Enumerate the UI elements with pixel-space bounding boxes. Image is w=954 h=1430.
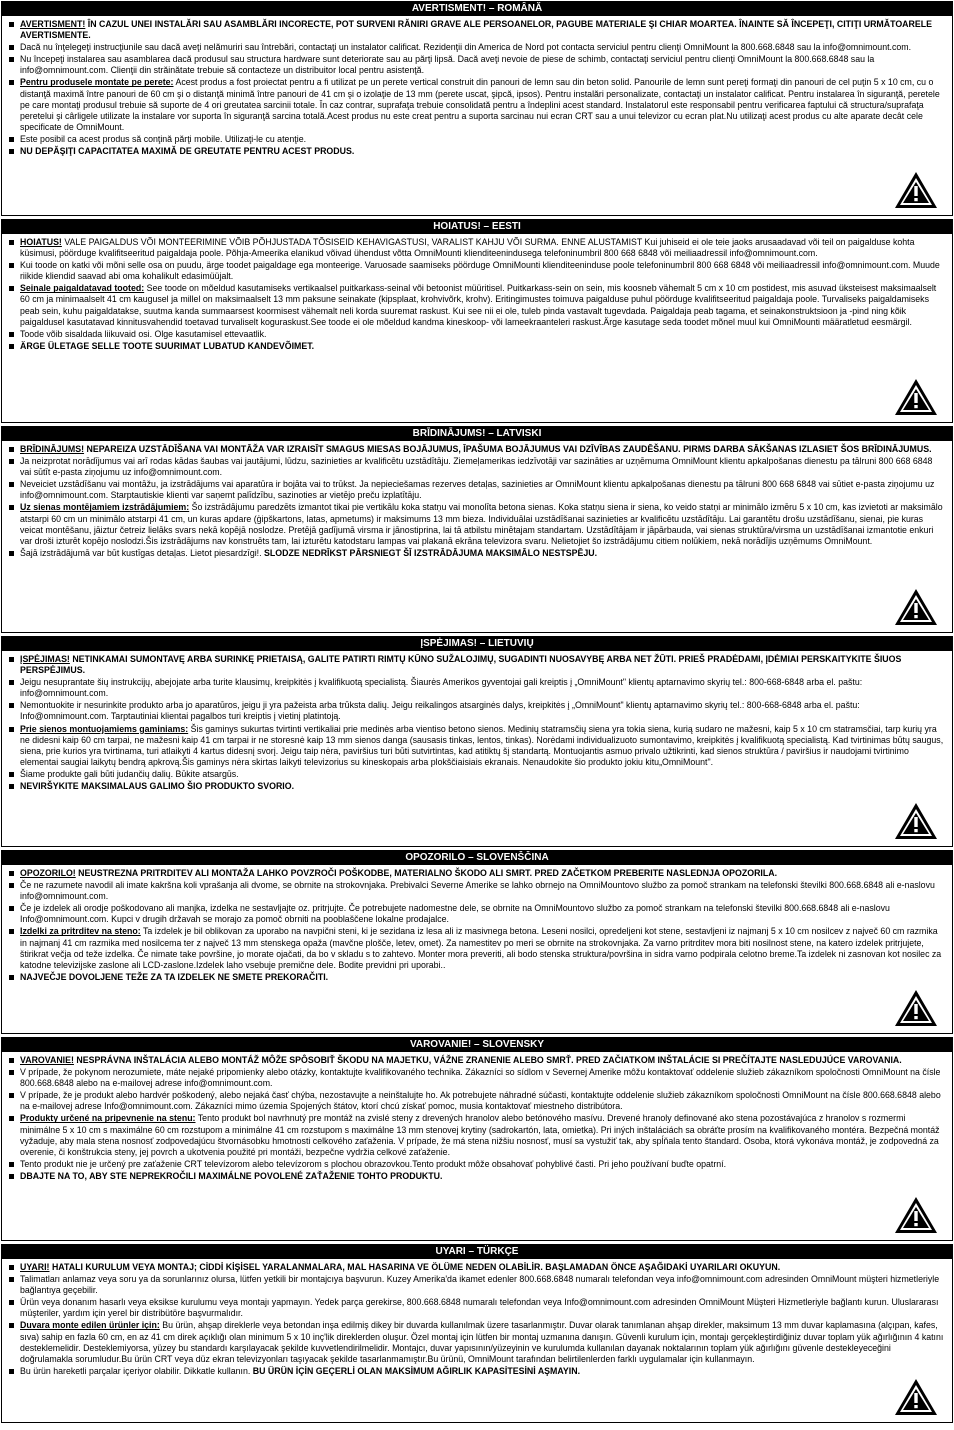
item-text: Nu începeţi instalarea sau asamblarea dacă produsul sau structura hardware sunt deteriorate sau au părţi lipsă. Dacă aveţi nevoie de piese de schimb, contactaţi serviciul pentru clienţi OmniMount la 800.668.6848 sau la info@omnimount.com. Clienţii din străinătate trebuie să contacteze un distribuitor local pentru asistenţă. bbox=[20, 54, 875, 76]
item-text: Acest produs a fost proiectat pentru a fi utilizat pe un perete vertical construit din panouri de lemn sau din beton solid. Panourile de lemn sunt pereţi formaţi din panouri de cel puţin 5 x 10 cm, cu o distanţă maximă între panouri de 60 cm şi o distanţă minimă între panouri de 41 cm şi o izolaţie de 13 mm (perete uscat, şipcă, ipsos). Pentru instalări personalizate, contactaţi un instalator calificat. Pentru instalarea în siguranţă, peretele pe care montaţi produsul trebuie să suporte de 4 ori greutatea sarcinii totale. În caz contrar, suprafaţa trebuie consolidată pentru a îndeplini acest standard. Instalatorul este responsabil pentru verificarea faptului că structura/suprafaţa peretelui şi cârligele utilizate la instalare vor suporta în siguranţă sarcina totală.Acest produs nu este creat pentru a suporta sarcinau nui ecran CRT sau a unui televizor cu ecran plat.Nu utilizaţi acest produs cu alte aparate decât cele specificate de OmniMount. bbox=[20, 77, 940, 132]
item-text: NETINKAMAI SUMONTAVĘ ARBA SURINKĘ PRIETAISĄ, GALITE PATIRTI RIMTŲ KŪNO SUŽALOJIMŲ, SUGADINTI NUOSAVYBĘ ARBA NET ŽŪTI. PRIEŠ PRADĖDAMI, ĮDĖMIAI PERSKAITYKITE ŠIUOS PERSPĖJIMUS. bbox=[20, 654, 902, 676]
warning-item bbox=[7, 54, 944, 76]
item-lead: Seinale paigaldatavad tooted: bbox=[20, 283, 145, 294]
section-body bbox=[2, 441, 952, 562]
warning-item bbox=[7, 283, 944, 327]
language-section-1 bbox=[1, 219, 953, 423]
item-text: Če ne razumete navodil ali imate kakršna koli vprašanja ali dvome, se obrnite na strokovnjaka. Prebivalci Severne Amerike se lahko obrnejo na OmniMountovo službo za pomoč strankam na telefonski številki 800.668.6848 ali e-naslovu info@omnimount.com. bbox=[20, 880, 935, 902]
warning-item bbox=[7, 1297, 944, 1319]
language-section-3 bbox=[1, 636, 953, 847]
section-title: UYARI – TÜRKÇE bbox=[2, 1245, 952, 1259]
warning-item bbox=[7, 769, 944, 780]
item-text: Šis gaminys sukurtas tvirtinti vertikaliai prie medinės arba vientiso betono sienos. Medinių statramsčių siena yra tokia siena, kurią sudaro ne mažesni, kaip 5 x 10 cm statramsčiai, tarp kurių yra ne didesni kaip 60 cm tarpai, ne mažesni kaip 41 cm tarpai ir ne storesnė kaip 13 mm sienos danga (sausasis tinkas, lentos, tinkas). Norėdami individualizuoto sumontavimo, kreipkitės į kvalifikuotą specialistą. Kad tvirtinimas būtų saugus, siena, prie kurios yra tvirtinama, turi atlaikyti 4 kartus didesnį svorį. Jeigu taip nėra, paviršius turi būti sutvirtintas, kad atitiktų šį standartą. Montuojantis asmuo privalo užtikrinti, kad sienos struktūra / paviršius ir naudojami tvirtinimo elementai saugiai laikytų bendrą apkrovą.Šis gaminys nėra skirtas laikyti televizorius su kineskopais arba plokščiaisiais ekranais. Nenaudokite šio produkto jokiu kitu„OmniMount". bbox=[20, 723, 944, 767]
section-body bbox=[2, 1259, 952, 1380]
warning-triangle-icon bbox=[894, 1378, 938, 1416]
item-text: See toode on mõeldud kasutamiseks vertikaalsel puitkarkass-seinal või betoonist müüritisel. Puitkarkass-sein on sein, mis koosneb vähemalt 5 cm x 10 cm postidest, mis asuvad üksteisest maksimaalselt 60 cm ja minimaalselt 41 cm kaugusel ja millel on maksimaalselt 13 mm paksune seinakate (kipsplaat, krohvivõrk, krohv). Eritingimustes toimuva paigalduse puhul pöörduge kvalifitseeritud paigaldaja poole. Turvaliseks paigaldamiseks peab sein, kuhu paigaldatakse, suutma kanda summaarsest koormisest vähemalt neli korda suuremat raskust. Kui see nii ei ole, tuleb pinda vastavalt tugevdada. Paigaldaja peab tagama, et seinakonstruktsioon ja -pind ning kõik paigaldusel kasutatavad kinnitusvahendid toetavad turvaliselt koguraskust.See toode ei ole mõeldud kandma kineskoop- või lameekraanteleri raskust.Ärge kasutage seda toodet mõnel muul kui OmniMounti määratletud eesmärgil. bbox=[20, 283, 937, 327]
warning-item bbox=[7, 868, 944, 879]
warning-item bbox=[7, 1274, 944, 1296]
item-text: Neveiciet uzstādīšanu vai montāžu, ja izstrādājums vai aparatūra ir bojāta vai to trūkst. Ja nepieciešamas rezerves detaļas, sazinieties ar OmniMount klientu apkalpošanas dienestu pa tālruni 800 668 6848 vai sūtiet e-pasta ziņojumu uz info@omnimount.com. Starptautiskie klienti var saņemt palīdzību, sazinoties ar vietējo preču izplatītāju. bbox=[20, 479, 935, 501]
warning-item bbox=[7, 260, 944, 282]
item-text: Toode võib sisaldada liikuvaid osi. Olge kasutamisel ettevaatlik. bbox=[20, 328, 267, 339]
language-section-6 bbox=[1, 1244, 953, 1423]
item-text: Bu ürün hareketli parçalar içeriyor olabilir. Dikkatle kullanın. bbox=[20, 1365, 251, 1376]
item-lead: Uz sienas montējamiem izstrādājumiem: bbox=[20, 502, 190, 513]
language-section-0 bbox=[1, 1, 953, 216]
warning-item bbox=[7, 456, 944, 478]
item-text: ÎN CAZUL UNEI INSTALĂRI SAU ASAMBLĂRI INCORECTE, POT SURVENI RĂNIRI GRAVE ALE PERSOANELOR, PAGUBE MATERIALE ŞI CHIAR MOARTEA. ÎNAINTE SĂ ÎNCEPEŢI, CITIŢI URMĂTOARELE AVERTISMENTE. bbox=[20, 19, 932, 41]
item-text: Jeigu nesuprantate šių instrukcijų, abejojate arba turite klausimų, kreipkitės į kvalifikuotą specialistą. Šiaurės Amerikos gyventojai gali kreiptis į „OmniMount" klientų aptarnavimo skyrių tel.: 800-668-6848 arba el. paštu: info@omnimount.com. bbox=[20, 677, 863, 699]
item-lead: Izdelki za pritrditev na steno: bbox=[20, 926, 141, 937]
item-text: ÄRGE ÜLETAGE SELLE TOOTE SUURIMAT LUBATUD KANDEVÕIMET. bbox=[20, 340, 315, 351]
warning-item bbox=[7, 77, 944, 132]
section-body bbox=[2, 1052, 952, 1185]
warning-item bbox=[7, 880, 944, 902]
warning-item bbox=[7, 1262, 944, 1273]
warning-triangle-icon bbox=[894, 802, 938, 840]
item-lead: BRĪDINĀJUMS! bbox=[20, 444, 85, 454]
warning-item bbox=[7, 1159, 944, 1170]
item-lead: Prie sienos montuojamiems gaminiams: bbox=[20, 723, 189, 734]
language-section-2 bbox=[1, 426, 953, 633]
item-text: Če je izdelek ali orodje poškodovano ali manjka, izdelka ne sestavljajte oz. pritrjujte. Če potrebujete nadomestne dele, se obrnite na OmniMountovo službo za pomoč strankam na telefonski številki 800.668.6848 ali e-naslovu Info@omnimount.com. Kupci v drugih državah se morajo za pomoč obrniti na pooblaščene lokalne prodajalce. bbox=[20, 903, 890, 925]
item-text: Ürün veya donanım hasarlı veya eksikse kurulumu veya montajı yapmayın. Yedek parça gerekirse, 800.668.6848 numaralı telefondan veya Info@omnimount.com adresinden OmniMount Müşteri Hizmetleriyle bağlantı kurun. Uluslararası müşteriler, yardım için yerel bir distribütöre başvurmalıdır. bbox=[20, 1297, 939, 1319]
warning-item bbox=[7, 134, 944, 145]
item-text: Ta izdelek je bil oblikovan za uporabo na navpični steni, ki je sezidana iz lesa ali iz masivnega betona. Leseni nosilci, opredeljeni kot stene, sestavljeni iz najmanj 5 x 10 cm nosilcev z največ 60 cm razmika in najmanj 41 cm razmika med nosilcema ter z največ 13 mm stenskega opaža (mavčne plošče, letev, omet). Za namestitev po meri se obrnite na strokovnjaka. Za varno pritrditev mora biti nosilnost stene, na katero izdelek pritrjujete, štirikrat večja od teže izdelka. Če nimate take površine, jo morate ojačati, da bo v skladu s to zahtevo. Monter mora preveriti, ali bodo stenska struktura/površina in sidra varno podpirala celotno breme.Ta izdelek ni zasnovan kot nosilec za katodne televizijske zaslone ali LCD-zaslone.Izdelek laho vsebuje premične dele. Bodite previdni pri uporabi.. bbox=[20, 926, 942, 970]
item-lead: VAROVANIE! bbox=[20, 1055, 74, 1065]
item-text: V prípade, že je produkt alebo hardvér poškodený, alebo nejaká časť chýba, nezostavujte a neinštalujte ho. Ak potrebujete náhradné súčasti, kontaktujte oddelenie služieb zákazníkom spoločnosti OmniMount na čísle 800.668.6848 alebo na e-mailovej adrese Info@omnimount.com. Zákazníci mimo územia Spojených štátov, ktorí chcú získať pomoc, musia kontaktovať miestneho distribútora. bbox=[20, 1090, 941, 1112]
item-lead: HOIATUS! bbox=[20, 237, 62, 247]
section-title: AVERTISMENT! – ROMÂNĂ bbox=[2, 2, 952, 16]
section-body bbox=[2, 651, 952, 795]
warning-item bbox=[7, 341, 944, 352]
item-lead: ĮSPĖJIMAS! bbox=[20, 654, 70, 664]
warning-item bbox=[7, 1171, 944, 1182]
warning-item bbox=[7, 677, 944, 699]
item-text: NU DEPĂŞIŢI CAPACITATEA MAXIMĂ DE GREUTATE PENTRU ACEST PRODUS. bbox=[20, 146, 355, 157]
warning-item bbox=[7, 444, 944, 455]
warning-item bbox=[7, 903, 944, 925]
warning-item bbox=[7, 548, 944, 559]
item-text: NEPAREIZA UZSTĀDĪŠANA VAI MONTĀŽA VAR IZRAISĪT SMAGUS MIESAS BOJĀJUMUS, ĪPAŠUMA BOJĀJUMUS VAI DZĪVĪBAS ZAUDĒŠANU. PIRMS DARBA SĀKŠANAS IZLASIET ŠOS BRĪDINĀJUMUS. bbox=[84, 444, 932, 454]
warning-item bbox=[7, 1320, 944, 1364]
warning-triangle-icon bbox=[894, 171, 938, 209]
item-lead: Produkty určené na pripevnenie na stenu: bbox=[20, 1113, 196, 1124]
warning-item bbox=[7, 724, 944, 768]
item-text: Ja neizprotat norādījumus vai arī rodas kādas šaubas vai jautājumi, lūdzu, sazinieties ar kvalificētu uzstādītāju. Ziemeļamerikas iedzīvotāji var sazināties ar uzņēmuma OmniMount klientu apkalpošanas dienestu pa tālruni 800 668 6848 vai sūtīt e-pasta ziņojumu uz info@omnimount.com. bbox=[20, 456, 933, 478]
warning-item bbox=[7, 479, 944, 501]
language-section-5 bbox=[1, 1037, 953, 1241]
item-text: NAJVEČJE DOVOLJENE TEŽE ZA TA IZDELEK NE SMETE PREKORAČITI. bbox=[20, 971, 329, 982]
warning-item bbox=[7, 19, 944, 41]
warning-item bbox=[7, 926, 944, 970]
item-lead: Duvara monte edilen ürünler için: bbox=[20, 1320, 160, 1331]
warning-item bbox=[7, 502, 944, 546]
item-text: Tento produkt bol navrhnutý pre montáž na zvislé steny z drevených hranolov alebo betónového masívu. Drevené hranoly definované ako stena pozostávajúca z hranolov s rozmermi minimálne 5 x 10 cm s maximálne 60 cm rozstupom a minimálne 41 cm rozstupom s maximálne 13 mm stenovej krytiny (sadrokartón, lata, omietka). Pri iných inštaláciách sa obráťte prosím na kvalifikovaného montéra. Bezpečná montáž vyžaduje, aby mala stena nosnosť zodpovedajúcu štvornásobku hmotnosti celkového zaťaženia. V prípade, že má stena nižšiu nosnosť, musí sa vystužiť tak, aby spĺňala tento štandard. Osoba, ktorá vykonáva montáž, je zodpovedná za overenie, či konštrukcia steny, jej povrch a ukotvenia použité pri montáži, bezpečne vydržia celkové zaťaženie. bbox=[20, 1113, 940, 1157]
section-title: VAROVANIE! – SLOVENSKY bbox=[2, 1038, 952, 1052]
warning-item bbox=[7, 237, 944, 259]
item-bold-tail: SLODZE NEDRĪKST PĀRSNIEGT ŠĪ IZSTRĀDĀJUMA MAKSIMĀLO NESTSPĒJU. bbox=[261, 547, 598, 558]
item-lead: AVERTISMENT! bbox=[20, 19, 86, 29]
section-body bbox=[2, 16, 952, 160]
item-text: V prípade, že pokynom nerozumiete, máte nejaké pripomienky alebo otázky, kontaktujte kvalifikovaného technika. Zákazníci so sídlom v Severnej Amerike môžu kontaktovať oddelenie služieb zákazníkom spoločnosti OmniMount na čísle 800.668.6848 alebo na e-mailovej adrese info@omnimount.com. bbox=[20, 1067, 941, 1089]
item-text: Dacă nu înţelegeţi instrucţiunile sau dacă aveţi nelămuriri sau întrebări, contactaţi un instalator calificat. Rezidenţii din America de Nord pot contacta serviciul pentru clienţi OmniMount la 800.668.6848 sau la info@omnimount.com. bbox=[20, 42, 912, 53]
item-text: Kui toode on katki või mõni selle osa on puudu, ärge toodet paigaldage ega monteerige. Varuosade saamiseks pöörduge OmniMounti klienditeeninduse poole telefoninumbril 800 668 6848 või meiliaadressil info@omnimount.com. Muude riikide kliendid saavad abi oma kohalikult edasimüüjalt. bbox=[20, 260, 940, 282]
warning-item bbox=[7, 1113, 944, 1157]
item-text: Este posibil ca acest produs să conţină părţi mobile. Utilizaţi-le cu atenţie. bbox=[20, 133, 307, 144]
item-lead: UYARI! bbox=[20, 1262, 50, 1272]
warning-item bbox=[7, 1055, 944, 1066]
item-text: Talimatları anlamaz veya soru ya da sorunlarınız olursa, lütfen yetkili bir montajcıya başvurun. Kuzey Amerika'da ikamet edenler 800.668.6848 numaralı telefondan veya info@omnimount.com adresinden OmniMount müşteri hizmetleriyle bağlantıya geçebilir. bbox=[20, 1274, 940, 1296]
item-text: Šajā izstrādājumā var būt kustīgas detaļas. Lietot piesardzīgi!. bbox=[20, 547, 262, 558]
section-body bbox=[2, 234, 952, 355]
warning-triangle-icon bbox=[894, 378, 938, 416]
item-text: Bu ürün, ahşap direklerle veya betondan inşa edilmiş dikey bir duvarda kullanılmak üzere tasarlanmıştır. Duvar olarak tanımlanan ahşap direkler, maksimum 13 mm duvar kaplamasına (alçıpan, kafes, sıva) sahip en fazla 60 cm, en az 41 cm direk açıklığı olan minimum 5 x 10 inç'lik direklerden oluşur. Özel montaj için lütfen bir montaj uzmanına danışın. Güvenli kurulum için, montajı gerçekleştirdiğiniz duvar toplam yük ağırlığının 4 katını desteklemelidir. Desteklemiyorsa, yüzey bu standardı karşılayacak şekilde kuvvetlendirilmelidir. Montajcı, duvar yapısının/yüzeyinin ve kurulumda kullanılan dayanak noktalarının toplam yük ağırlığını güvenle destekleyeceğini doğrulamakla sorumludur.Bu ürün CRT veya düz ekran televizyonları taşıyacak şekilde tasarlanmamıştır.Bu ürünü, OmniMount tarafından belirtilenlerden farklı uygulamalar için kullanmayın. bbox=[20, 1320, 944, 1364]
warning-item bbox=[7, 781, 944, 792]
warning-item bbox=[7, 700, 944, 722]
warning-triangle-icon bbox=[894, 989, 938, 1027]
item-text: DBAJTE NA TO, ABY STE NEPREKROČILI MAXIMÁLNE POVOLENÉ ZAŤAŽENIE TOHTO PRODUKTU. bbox=[20, 1170, 443, 1181]
section-title: OPOZORILO – SLOVENŠČINA bbox=[2, 851, 952, 865]
section-title: ĮSPĖJIMAS! – LIETUVIŲ bbox=[2, 637, 952, 651]
warning-item bbox=[7, 654, 944, 676]
item-text: VALE PAIGALDUS VÕI MONTEERIMINE VÕIB PÕHJUSTADA TÕSISEID KEHAVIGASTUSI, VARALIST KAHJU VÕI SURMA. ENNE ALUSTAMIST Kui juhiseid ei ole teie jaoks arusaadavad või teil on paigalduse kohta küsimusi, pöörduge kvalifitseeritud paigaldaja poole. Põhja-Ameerika elanikud võivad ühendust võtta OmniMounti klienditeenindusega telefoninumbril 800 668 6848 või meiliaadressil info@omnimount.com. bbox=[20, 237, 915, 259]
warning-item bbox=[7, 1366, 944, 1377]
warning-item bbox=[7, 972, 944, 983]
item-text: HATALI KURULUM VEYA MONTAJ; CİDDİ KİŞİSEL YARALANMALARA, MAL HASARINA VE ÖLÜME NEDEN OLABİLİR. BAŞLAMADAN ÖNCE AŞAĞIDAKİ UYARILARI OKUYUN. bbox=[49, 1262, 781, 1272]
item-text: NEUSTREZNA PRITRDITEV ALI MONTAŽA LAHKO POVZROČI POŠKODBE, MATERIALNO ŠKODO ALI SMRT. PRED ZAČETKOM PREBERITE NASLEDNJA OPOZORILA. bbox=[75, 868, 778, 878]
section-body bbox=[2, 865, 952, 986]
item-text: Šo izstrādājumu paredzēts izmantot tikai pie vertikālu koka statņu vai monolīta betona sienas. Koka statņu siena ir siena, ko veido statņi ar minimālo izmēru 5 x 10 cm, kas izvietoti ar maksimālo atstarpi 60 cm un minimālo atstarpi 41 cm, un kuras apdare (ģipškartons, latas, apmetums) ir maksimums 13 mm bieza. Individuālai uzstādīšanai sazinieties ar kvalificētu uzstādītāju. Lai garantētu drošu uzstādīšanu, sienai, pie kuras veicat montēšanu, jāiztur četreiz lielāks svars nekā kopējā noslodze. Pretējā gadījumā virsma ir jānostiprina, lai tā atbilstu minētajam standartam. Uzstādītājam ir jāpārbauda, vai sienas struktūra/virsma un uzstādīšanai izmantotie enkuri var droši izturēt kopējo noslodzi.Šis izstrādājums nav konstruēts tam, lai izturētu katodstaru lampas vai plakanā ekrāna televizora svaru. Nelietojiet šo izstrādājumu citiem nolūkiem, nekā norādījis uzņēmums OmniMount. bbox=[20, 502, 943, 546]
item-lead: OPOZORILO! bbox=[20, 868, 76, 878]
item-text: NESPRÁVNA INŠTALÁCIA ALEBO MONTÁŽ MÔŽE SPÔSOBIŤ ŠKODU NA MAJETKU, VÁŽNE ZRANENIE ALEBO SMRŤ. PRED ZAČIATKOM INŠTALÁCIE SI PREČÍTAJTE NASLEDUJÚCE VAROVANIA. bbox=[73, 1055, 902, 1065]
warning-item bbox=[7, 1067, 944, 1089]
item-text: Tento produkt nie je určený pre zaťaženie CRT televízorom alebo televízorom s plochou obrazovkou.Tento produkt môže obsahovať pohyblivé časti. Pri jeho používaní buďte opatrní. bbox=[20, 1158, 727, 1169]
warning-item bbox=[7, 42, 944, 53]
item-text: Šiame produkte gali būti judančių dalių. Būkite atsargūs. bbox=[20, 768, 239, 779]
warning-item bbox=[7, 146, 944, 157]
section-title: BRĪDINĀJUMS! – LATVISKI bbox=[2, 427, 952, 441]
warning-item bbox=[7, 1090, 944, 1112]
item-text: Nemontuokite ir nesurinkite produkto arba jo aparatūros, jeigu ji yra pažeista arba trūksta dalių. Jeigu reikalingos atsarginės dalys, kreipkitės į „OmniMount" klientų aptarnavimo skyrių tel.: 800-668-6848 arba el. paštu: Info@omnimount.com. Tarptautiniai klientai pagalbos turi kreiptis į vietinį platintoją. bbox=[20, 700, 860, 722]
warning-triangle-icon bbox=[894, 1196, 938, 1234]
item-bold-tail: BU ÜRÜN İÇİN GEÇERLİ OLAN MAKSİMUM AĞIRLIK KAPASİTESİNİ AŞMAYIN. bbox=[250, 1365, 581, 1376]
warning-triangle-icon bbox=[894, 588, 938, 626]
section-title: HOIATUS! – EESTI bbox=[2, 220, 952, 234]
warning-item bbox=[7, 329, 944, 340]
item-text: NEVIRŠYKITE MAKSIMALAUS GALIMO ŠIO PRODUKTO SVORIO. bbox=[20, 781, 295, 792]
item-lead: Pentru produsele montate pe perete: bbox=[20, 77, 174, 88]
language-section-4 bbox=[1, 850, 953, 1034]
